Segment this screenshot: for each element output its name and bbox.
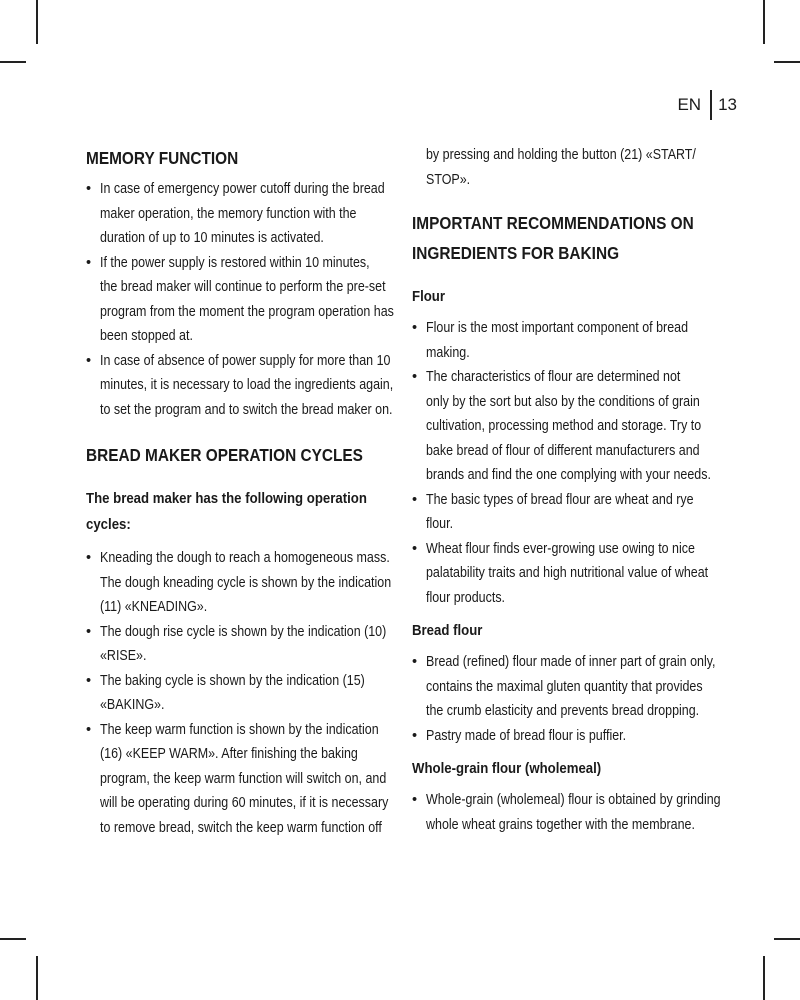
list-item: • In case of absence of power supply for more than 10 minutes, it is necessary to load the ingredients again, to set the program and to switch the bread maker on. (86, 352, 394, 418)
list-item: • The dough rise cycle is shown by the indication (10) «RISE». (86, 623, 387, 664)
list-item: • Wheat flour finds ever-growing use owing to nice palatability traits and high nutritional value of wheat flour products. (412, 540, 709, 606)
memory-function-list (86, 177, 394, 422)
flour-subheading: Flour (412, 288, 445, 305)
operation-cycles-heading: BREAD MAKER OPERATION CYCLES (86, 445, 363, 465)
wholegrain-list (412, 788, 720, 837)
bread-flour-list (412, 650, 720, 748)
left-column (86, 143, 394, 840)
list-item: • In case of emergency power cutoff during the bread maker operation, the memory function with the duration of up to 10 minutes is activated. (86, 181, 385, 246)
page-header (677, 90, 737, 120)
list-item: • The basic types of bread flour are wheat and rye flour. (412, 491, 694, 532)
bread-flour-subheading: Bread flour (412, 622, 483, 639)
crop-mark-top-left (36, 0, 38, 44)
list-item: • Kneading the dough to reach a homogeneous mass. The dough kneading cycle is shown by the indication (11) «KNEADING». (86, 550, 392, 615)
operation-cycles-subtitle: The bread maker has the following operation cycles: (86, 490, 367, 533)
crop-mark-bottom-right-h (774, 938, 800, 940)
crop-mark-top-right (763, 0, 765, 44)
list-item: • The characteristics of flour are determined not only by the sort but also by the conditions of grain cultivation, processing method and storage. Try to bake bread of flour of different manufacturers and brands and find the one complying with your needs. (412, 369, 711, 483)
list-item: • The baking cycle is shown by the indication (15) «BAKING». (86, 672, 365, 713)
crop-mark-top-left-h (0, 61, 26, 63)
memory-function-heading: MEMORY FUNCTION (86, 148, 239, 168)
list-item: • If the power supply is restored within 10 minutes, the bread maker will continue to perform the pre-set program from the moment the program operation has been stopped at. (86, 254, 394, 344)
list-item: • The keep warm function is shown by the indication (16) «KEEP WARM». After finishing the baking program, the keep warm function will switch on, and will be operating during 60 minutes, if it is necessary to remove bread, switch the keep warm function off (86, 721, 389, 836)
recommendations-heading: IMPORTANT RECOMMENDATIONS ON INGREDIENTS FOR BAKING (412, 213, 694, 263)
crop-mark-bottom-right (763, 956, 765, 1000)
continuation-text: by pressing and holding the button (21) «START/ STOP». (426, 147, 696, 188)
right-column (412, 143, 720, 837)
list-item: • Pastry made of bread flour is puffier. (412, 727, 627, 744)
language-code: EN (677, 95, 702, 114)
list-item: • Flour is the most important component of bread making. (412, 320, 689, 361)
page-number: 13 (718, 95, 737, 114)
wholegrain-subheading: Whole-grain flour (wholemeal) (412, 760, 602, 777)
flour-list (412, 316, 720, 610)
list-item: • Bread (refined) flour made of inner part of grain only, contains the maximal gluten quantity that provides the crumb elasticity and prevents bread dropping. (412, 654, 716, 719)
operation-cycles-list (86, 546, 392, 840)
crop-mark-top-right-h (774, 61, 800, 63)
crop-mark-bottom-left (36, 956, 38, 1000)
header-divider (710, 90, 712, 120)
crop-mark-bottom-left-h (0, 938, 26, 940)
list-item: • Whole-grain (wholemeal) flour is obtained by grinding whole wheat grains together with the membrane. (412, 792, 721, 833)
